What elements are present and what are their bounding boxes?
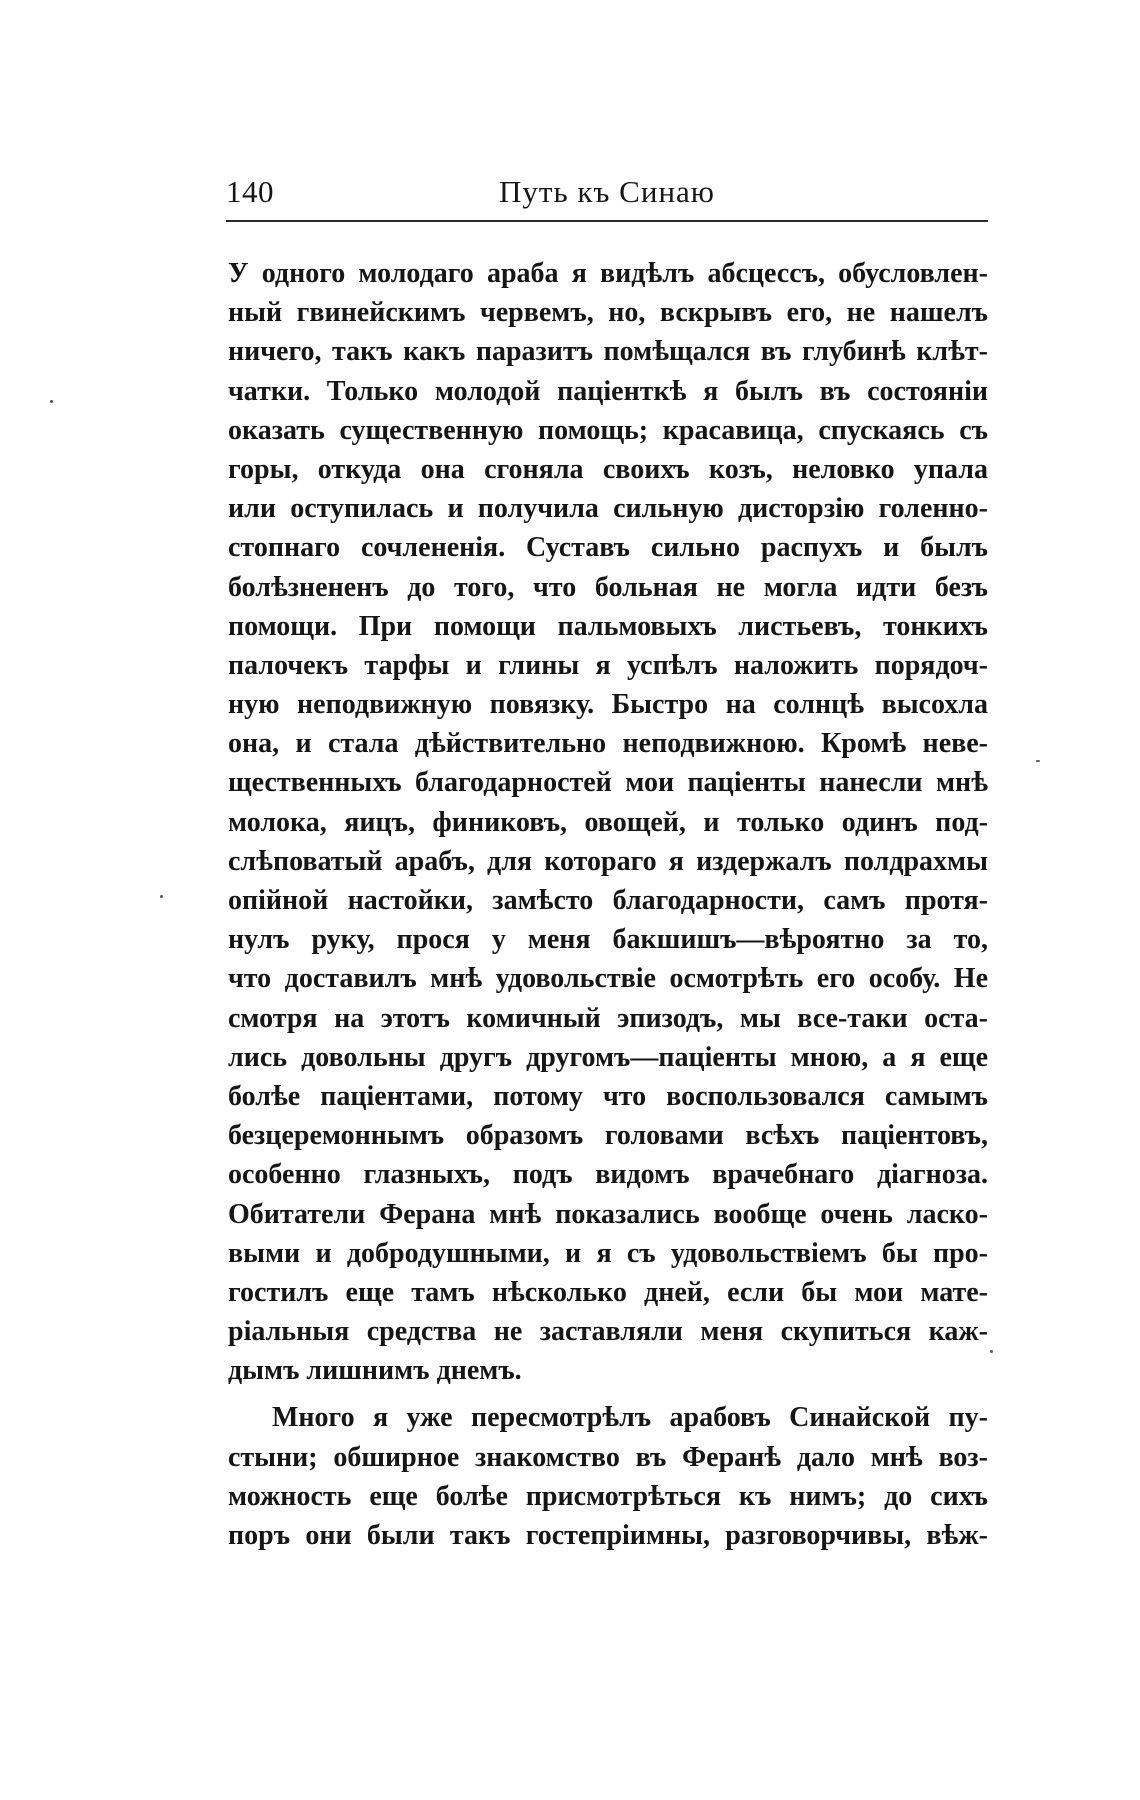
text-line: можность еще болѣе присмотрѣться къ нимъ; до сихъ bbox=[228, 1480, 988, 1512]
running-title: Путь къ Синаю bbox=[499, 174, 715, 209]
text-line: горы, откуда она сгоняла своихъ козъ, неловко упала bbox=[228, 453, 988, 485]
text-line: слѣповатый арабъ, для котораго я издержалъ полдрахмы bbox=[228, 845, 988, 877]
text-line: она, и стала дѣйствительно неподвижною. Кромѣ неве- bbox=[228, 728, 988, 760]
text-line: что доставилъ мнѣ удовольствіе осмотрѣть его особу. Не bbox=[228, 963, 988, 995]
text-line: лись довольны другъ другомъ—паціенты мною, а я еще bbox=[228, 1041, 988, 1073]
text-line: ріальныя средства не заставляли меня скупиться каж- bbox=[228, 1316, 988, 1348]
text-line: выми и добродушными, и я съ удовольствіемъ бы про- bbox=[228, 1237, 988, 1269]
header-rule bbox=[226, 220, 988, 222]
paragraph-gap bbox=[228, 1390, 988, 1398]
text-line: гостилъ еще тамъ нѣсколько дней, если бы мои мате- bbox=[228, 1276, 988, 1308]
body-text bbox=[228, 254, 988, 1555]
text-line: щественныхъ благодарностей мои паціенты нанесли мнѣ bbox=[228, 767, 988, 799]
text-line: Обитатели Ферана мнѣ показались вообще очень ласко- bbox=[228, 1198, 988, 1230]
text-line: стыни; обширное знакомство въ Феранѣ дало мнѣ воз- bbox=[228, 1441, 988, 1473]
text-line: безцеремоннымъ образомъ головами всѣхъ паціентовъ, bbox=[228, 1120, 988, 1152]
scan-speck bbox=[1036, 760, 1040, 762]
text-line: Много я уже пересмотрѣлъ арабовъ Синайской пу- bbox=[272, 1402, 988, 1434]
text-line: стопнаго сочлененія. Суставъ сильно распухъ и былъ bbox=[228, 532, 988, 564]
text-line: смотря на этотъ комичный эпизодъ, мы все-таки оста- bbox=[228, 1002, 988, 1034]
scan-speck bbox=[50, 400, 53, 403]
scan-speck bbox=[160, 895, 163, 898]
text-line: болѣзнененъ до того, что больная не могла идти безъ bbox=[228, 571, 988, 603]
text-line: ный гвинейскимъ червемъ, но, вскрывъ его, не нашелъ bbox=[228, 297, 988, 329]
page-header bbox=[226, 172, 988, 216]
scan-speck bbox=[990, 1350, 993, 1353]
text-line: дымъ лишнимъ днемъ. bbox=[228, 1355, 522, 1387]
paragraph-2 bbox=[228, 1398, 988, 1555]
text-line: чатки. Только молодой паціенткѣ я былъ въ состояніи bbox=[228, 375, 988, 407]
text-line: ную неподвижную повязку. Быстро на солнцѣ высохла bbox=[228, 689, 988, 721]
text-line: болѣе паціентами, потому что воспользовался самымъ bbox=[228, 1080, 988, 1112]
text-line: особенно глазныхъ, подъ видомъ врачебнаго діагноза. bbox=[228, 1159, 988, 1191]
text-line: молока, яицъ, финиковъ, овощей, и только одинъ под- bbox=[228, 806, 988, 838]
paragraph-1 bbox=[228, 254, 988, 1390]
text-line: нулъ руку, прося у меня бакшишъ—вѣроятно за то, bbox=[228, 924, 988, 956]
text-line: или оступилась и получила сильную дисторзію голенно- bbox=[228, 493, 988, 525]
page-number: 140 bbox=[226, 174, 274, 209]
text-line: помощи. При помощи пальмовыхъ листьевъ, тонкихъ bbox=[228, 610, 988, 642]
text-line: оказать существенную помощь; красавица, спускаясь съ bbox=[228, 414, 988, 446]
text-line: поръ они были такъ гостепріимны, разговорчивы, вѣж- bbox=[228, 1520, 988, 1551]
text-line: опійной настойки, замѣсто благодарности, самъ протя- bbox=[228, 885, 988, 916]
text-line: палочекъ тарфы и глины я успѣлъ наложить порядоч- bbox=[228, 649, 988, 681]
text-line: У одного молодаго араба я видѣлъ абсцессъ, обусловлен- bbox=[228, 258, 988, 289]
text-line: ничего, такъ какъ паразитъ помѣщался въ глубинѣ клѣт- bbox=[228, 336, 988, 368]
